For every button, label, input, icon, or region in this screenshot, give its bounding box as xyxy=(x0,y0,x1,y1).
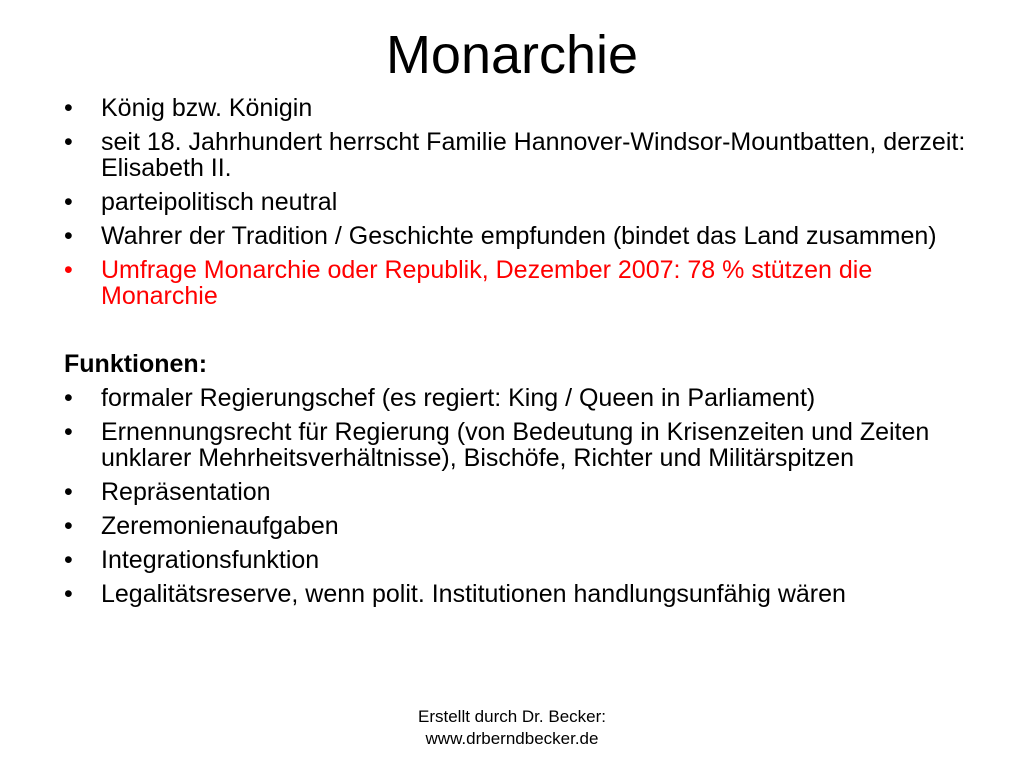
list-item-text: Repräsentation xyxy=(101,478,271,506)
list-item-text: seit 18. Jahrhundert herrscht Familie Hannover-Windsor-Mountbatten, derzeit: Elisabeth II. xyxy=(101,128,966,182)
list-item-text: König bzw. Königin xyxy=(101,94,313,122)
list-item xyxy=(64,95,984,121)
list-item xyxy=(64,513,984,539)
bullet-icon: • xyxy=(64,94,73,122)
list-item xyxy=(64,189,984,215)
bullet-icon: • xyxy=(64,418,73,446)
list-item-text: Legalitätsreserve, wenn polit. Institutionen handlungsunfähig wären xyxy=(101,580,846,608)
footer-website-link[interactable]: www.drberndbecker.de xyxy=(425,729,599,748)
functions-heading: Funktionen: xyxy=(64,350,208,378)
list-item xyxy=(64,547,984,573)
list-item xyxy=(64,385,984,411)
list-item-text: Wahrer der Tradition / Geschichte empfunden (bindet das Land zusammen) xyxy=(101,222,937,250)
list-item xyxy=(64,129,984,181)
bullet-icon: • xyxy=(64,512,73,540)
list-item xyxy=(64,581,984,607)
footer-author: Erstellt durch Dr. Becker: xyxy=(417,707,606,726)
bullet-icon: • xyxy=(64,128,73,156)
content-list xyxy=(64,95,984,615)
list-item-text: Zeremonienaufgaben xyxy=(101,512,339,540)
list-item-text: Ernennungsrecht für Regierung (von Bedeutung in Krisenzeiten und Zeiten unklarer Mehrheitsverhältnisse), Bischöfe, Richter und Militärspitzen xyxy=(101,418,930,472)
list-item xyxy=(64,223,984,249)
list-item xyxy=(64,479,984,505)
bullet-icon: • xyxy=(64,580,73,608)
bullet-icon: • xyxy=(64,546,73,574)
slide-title: Monarchie xyxy=(385,25,639,85)
footer-credit xyxy=(352,706,672,750)
list-item xyxy=(64,419,984,471)
list-item-text: Integrationsfunktion xyxy=(101,546,320,574)
list-item-text: parteipolitisch neutral xyxy=(101,188,338,216)
list-item-highlight xyxy=(64,257,984,309)
bullet-icon: • xyxy=(64,384,73,412)
bullet-icon: • xyxy=(64,478,73,506)
bullet-icon: • xyxy=(64,188,73,216)
bullet-icon: • xyxy=(64,256,73,284)
list-item-text: Umfrage Monarchie oder Republik, Dezember 2007: 78 % stützen die Monarchie xyxy=(101,256,873,310)
list-item-text: formaler Regierungschef (es regiert: King / Queen in Parliament) xyxy=(101,384,816,412)
bullet-icon: • xyxy=(64,222,73,250)
